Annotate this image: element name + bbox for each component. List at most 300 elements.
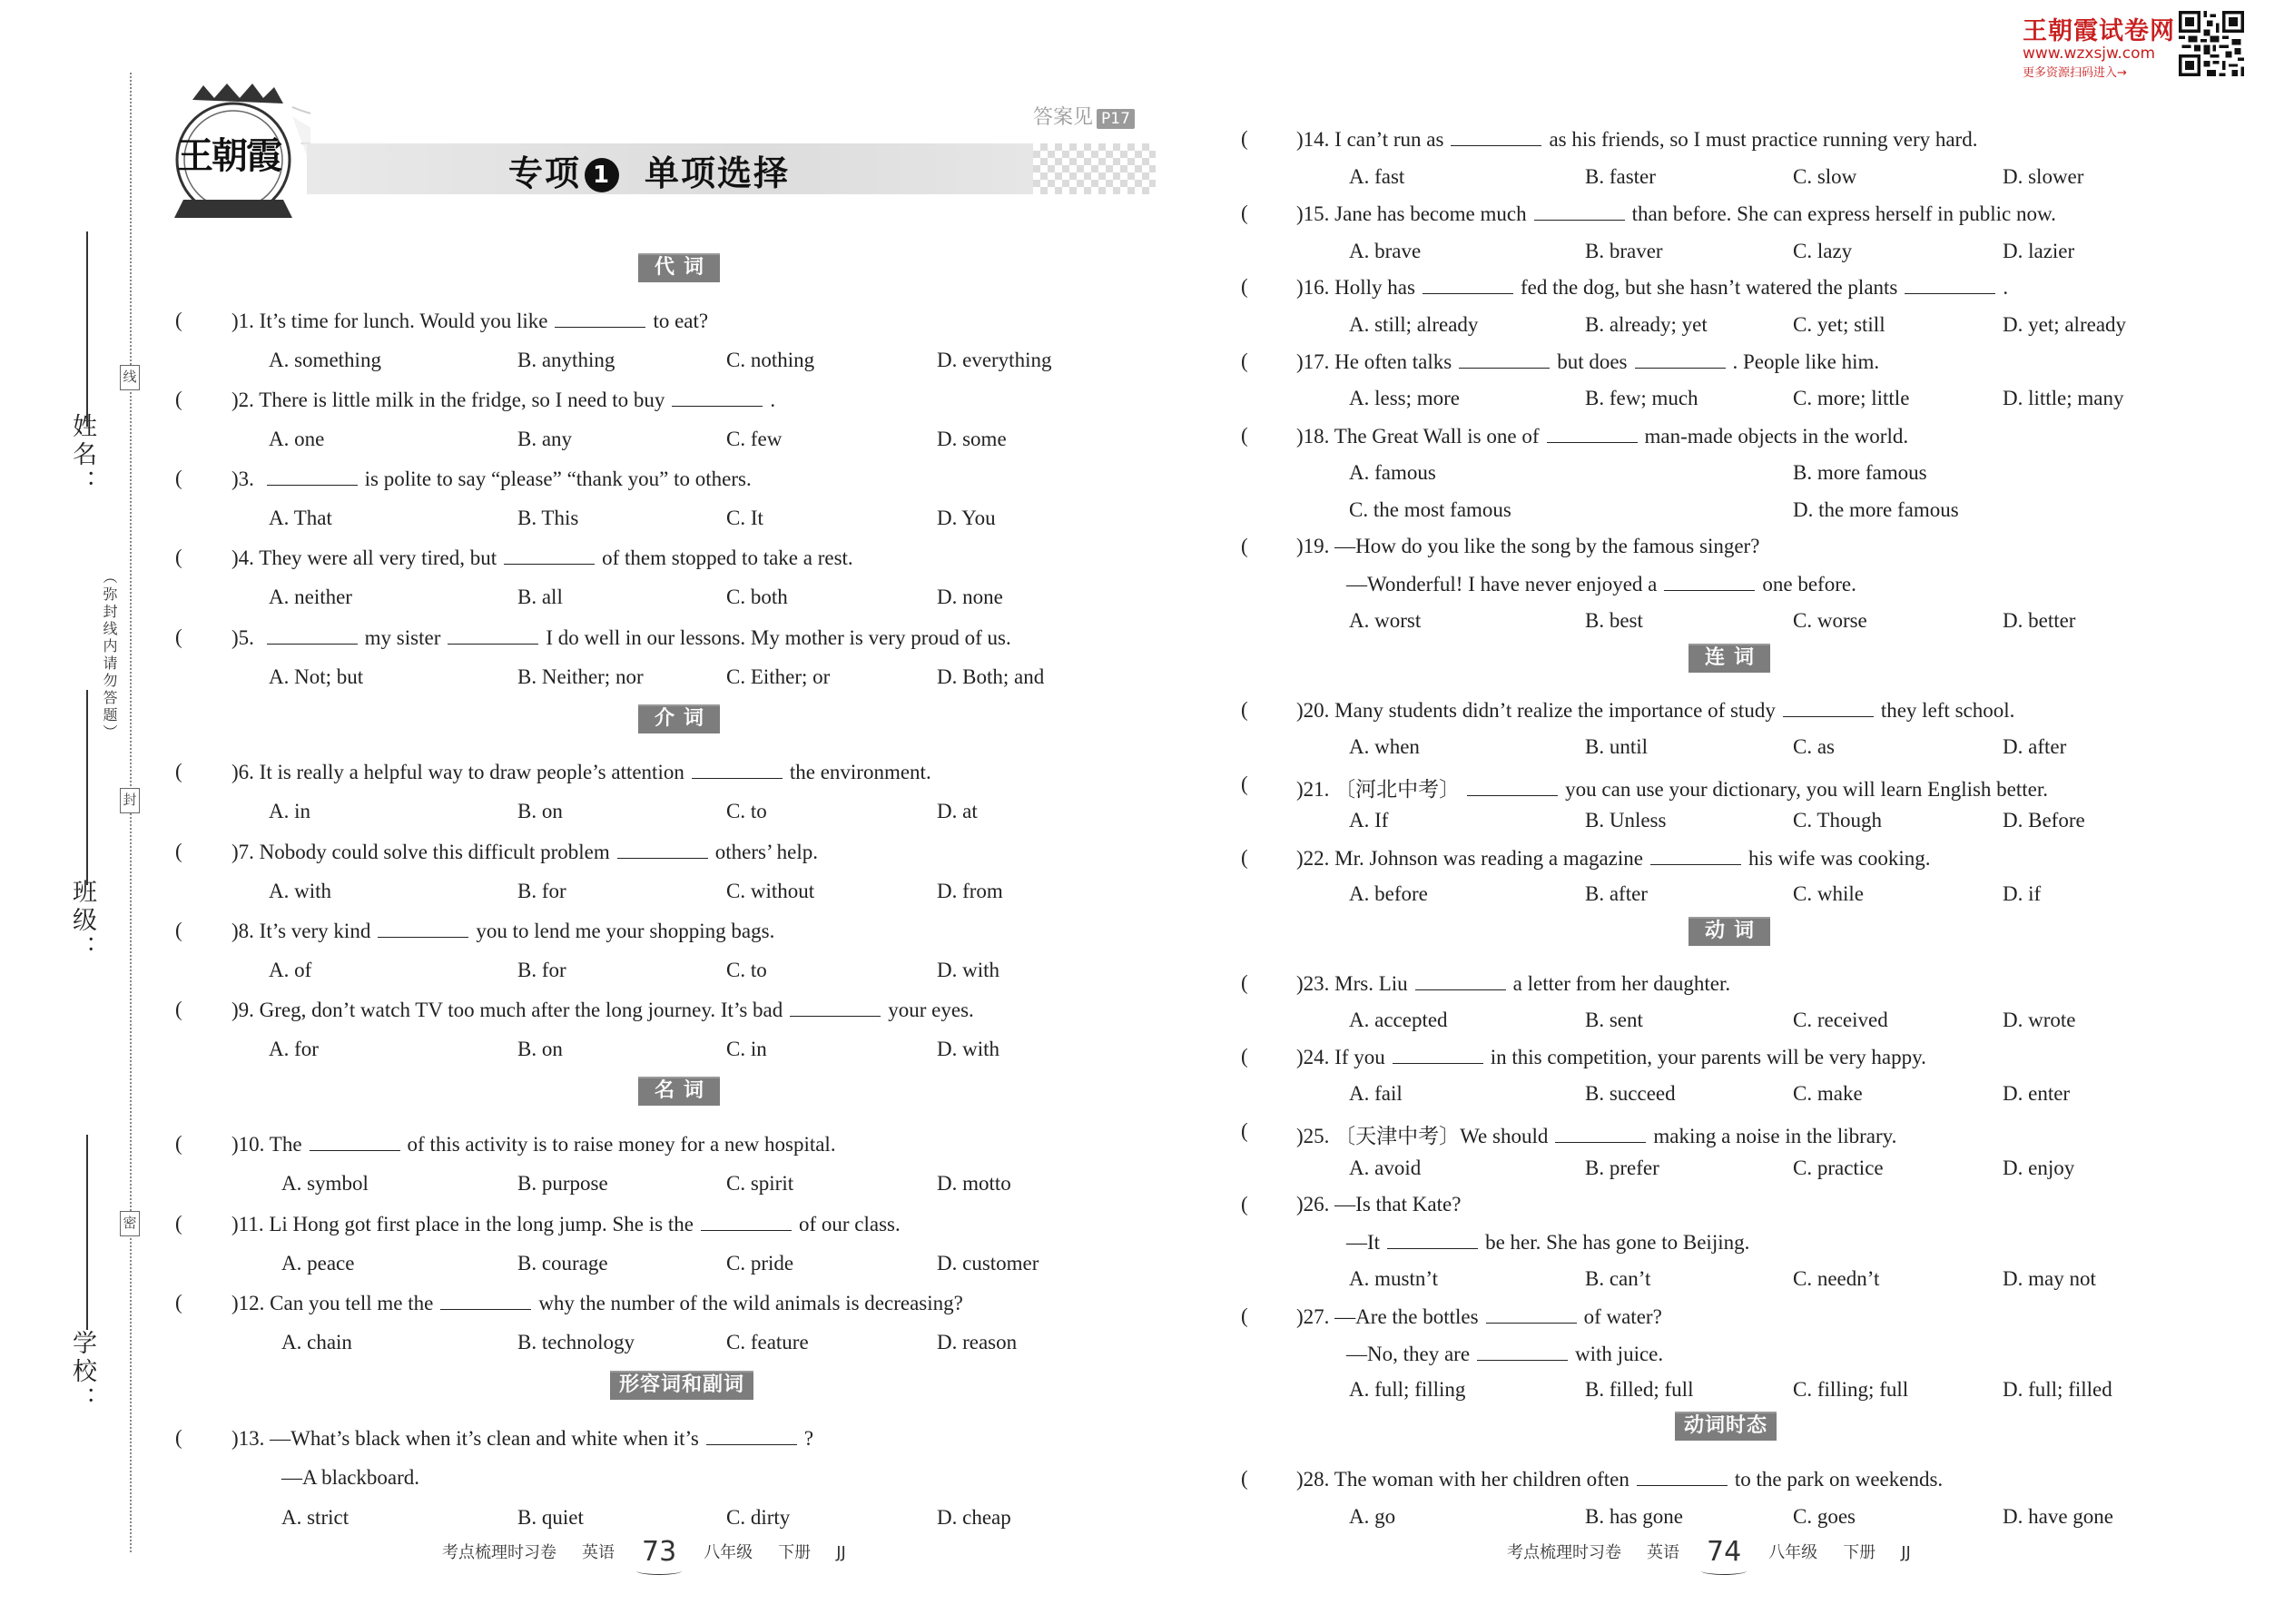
option-b[interactable]: B. technology	[517, 1331, 635, 1353]
answer-paren[interactable]: (	[175, 1132, 182, 1155]
option-b[interactable]: B. best	[1585, 609, 1643, 632]
question-dot: .	[1324, 535, 1335, 557]
answer-paren[interactable]: (	[1241, 971, 1248, 994]
option-a[interactable]: A. when	[1349, 735, 1420, 758]
title-prefix: 专项	[508, 153, 582, 193]
option-d[interactable]: D. at	[937, 800, 978, 822]
question-stem: If you	[1334, 1046, 1385, 1068]
option-c[interactable]: C. more; little	[1793, 387, 1910, 409]
answer-paren[interactable]: (	[1241, 773, 1248, 795]
option-a[interactable]: A. famous	[1349, 461, 1436, 484]
answer-paren[interactable]: (	[1241, 1045, 1248, 1068]
section-header-tense: 动词时态	[1675, 1412, 1777, 1441]
question-dot: .	[259, 1133, 270, 1156]
question-paren-close: )	[231, 920, 239, 942]
question-dot: .	[1324, 128, 1335, 151]
question-paren-close: )	[1296, 1305, 1304, 1328]
option-b[interactable]: B. braver	[1585, 240, 1663, 262]
option-c[interactable]: C. spirit	[726, 1172, 794, 1195]
question-stem: The Great Wall is one of	[1334, 425, 1540, 448]
question-paren-close: )	[1296, 276, 1304, 299]
answer-paren[interactable]: (	[1241, 698, 1248, 721]
question-stem-end: others’ help.	[714, 841, 818, 863]
option-d[interactable]: D. have gone	[2003, 1505, 2113, 1528]
answer-blank[interactable]	[790, 998, 881, 1017]
question-number: 27	[1303, 1305, 1324, 1328]
question-stem: —What’s black when it’s clean and white when it’s	[270, 1427, 699, 1450]
question-number: 18	[1303, 425, 1324, 448]
answer-paren[interactable]: (	[175, 919, 182, 941]
answer-blank[interactable]	[1423, 275, 1513, 294]
answer-paren[interactable]: (	[175, 388, 182, 410]
question-text	[231, 546, 853, 570]
option-d[interactable]: D. none	[937, 586, 1003, 608]
answer-paren[interactable]: (	[175, 546, 182, 568]
brand-tagline: 更多资源扫码进入→	[2023, 66, 2127, 80]
question-number: 20	[1303, 699, 1324, 722]
question-text	[1296, 275, 2008, 300]
question-text	[231, 1212, 901, 1236]
answer-paren[interactable]: (	[175, 309, 182, 331]
school-field[interactable]	[86, 1135, 88, 1330]
option-d[interactable]: D. full; filled	[2003, 1378, 2112, 1401]
class-label: 班级：	[69, 879, 96, 963]
option-a[interactable]: A. worst	[1349, 609, 1422, 632]
option-c[interactable]: C. It	[726, 507, 763, 529]
question-text	[1296, 846, 1931, 871]
answer-blank[interactable]	[1783, 698, 1874, 717]
option-d[interactable]: D. little; many	[2003, 387, 2124, 409]
option-a[interactable]: A. brave	[1349, 240, 1422, 262]
dialogue-line: —Wonderful! I have never enjoyed a	[1346, 573, 1658, 595]
option-b[interactable]: B. prefer	[1585, 1156, 1659, 1179]
option-b[interactable]: B. can’t	[1585, 1267, 1651, 1290]
option-d[interactable]: D. Both; and	[937, 665, 1045, 688]
answer-blank[interactable]	[1664, 572, 1755, 591]
option-b[interactable]: B. faster	[1585, 165, 1656, 188]
option-c[interactable]: C. while	[1793, 882, 1864, 905]
question-dot: .	[259, 1427, 271, 1450]
question-number: 25	[1303, 1125, 1324, 1147]
question-paren-close: )	[1296, 535, 1304, 557]
class-field[interactable]	[86, 690, 88, 885]
option-b[interactable]: B. all	[517, 586, 563, 608]
option-d[interactable]: D. motto	[937, 1172, 1011, 1195]
option-c[interactable]: C. received	[1793, 1009, 1888, 1031]
option-a[interactable]: A. fail	[1349, 1082, 1403, 1105]
answer-blank[interactable]	[378, 919, 468, 938]
answer-blank[interactable]	[1393, 1045, 1483, 1064]
answer-paren[interactable]: (	[175, 1426, 182, 1449]
question-stem-end: you to lend me your shopping bags.	[476, 920, 775, 942]
answer-blank[interactable]	[310, 1132, 400, 1151]
option-c[interactable]: C. without	[726, 880, 815, 902]
option-c[interactable]: C. few	[726, 428, 783, 450]
question-number: 21	[1303, 778, 1324, 801]
option-d[interactable]: D. enter	[2003, 1082, 2071, 1105]
question-paren-close: )	[231, 1427, 239, 1450]
option-b[interactable]: B. has gone	[1585, 1505, 1683, 1528]
brand-block	[2023, 11, 2175, 80]
option-c[interactable]: C. lazy	[1793, 240, 1853, 262]
question-number: 24	[1303, 1046, 1324, 1068]
question-stem: We should	[1460, 1125, 1549, 1147]
option-d[interactable]: D. with	[937, 959, 999, 981]
question-dot: .	[1324, 1305, 1335, 1328]
option-a[interactable]: A. strict	[281, 1506, 350, 1529]
option-c[interactable]: C. make	[1793, 1082, 1863, 1105]
option-a[interactable]: A. chain	[281, 1331, 352, 1353]
answer-blank[interactable]	[1637, 1467, 1728, 1486]
answer-blank[interactable]	[692, 760, 783, 779]
option-d[interactable]: D. the more famous	[1793, 498, 1959, 521]
option-b[interactable]: B. more famous	[1793, 461, 1927, 484]
question-stem-end: .	[2003, 276, 2009, 299]
title-main: 单项选择	[645, 153, 791, 193]
answer-blank[interactable]	[1905, 275, 1995, 294]
question-number: 23	[1303, 972, 1324, 995]
answer-blank[interactable]	[555, 309, 645, 328]
exam-source-tag: 〔天津中考〕	[1334, 1125, 1461, 1147]
option-a[interactable]: A. less; more	[1349, 387, 1461, 409]
option-c[interactable]: C. nothing	[726, 349, 815, 371]
question-stem-end: his wife was cooking.	[1748, 847, 1931, 870]
answer-blank[interactable]	[504, 546, 595, 565]
question-text	[231, 467, 752, 491]
question-dot: .	[1324, 778, 1335, 801]
option-d[interactable]: D. if	[2003, 882, 2042, 905]
option-a[interactable]: A. fast	[1349, 165, 1405, 188]
question-number: 12	[238, 1292, 260, 1314]
section-header-noun: 名词	[638, 1077, 720, 1106]
option-b[interactable]: B. already; yet	[1585, 313, 1708, 336]
answer-blank[interactable]	[701, 1212, 792, 1231]
option-b[interactable]: B. anything	[517, 349, 615, 371]
question-number: 3	[238, 468, 250, 490]
option-c[interactable]: C. in	[726, 1038, 767, 1060]
question-text	[231, 919, 774, 943]
option-c[interactable]: C. pride	[726, 1252, 794, 1275]
answer-paren[interactable]: (	[175, 840, 182, 862]
answer-paren[interactable]: (	[1241, 127, 1248, 150]
question-stem: I can’t run as	[1334, 128, 1444, 151]
option-b[interactable]: B. for	[517, 959, 566, 981]
question-dot: .	[1324, 699, 1335, 722]
footer-edition: JJ	[1901, 1543, 1911, 1562]
option-a[interactable]: A. of	[269, 959, 312, 981]
question-stem-mid: fed the dog, but she hasn’t watered the plants	[1520, 276, 1898, 299]
answer-paren[interactable]: (	[1241, 349, 1248, 372]
answer-blank[interactable]	[267, 467, 358, 486]
option-c[interactable]: C. practice	[1793, 1156, 1884, 1179]
answer-blank[interactable]	[1451, 127, 1541, 146]
qr-code-icon[interactable]	[2179, 11, 2244, 76]
question-dot: .	[249, 310, 260, 332]
page-number-left: 73	[642, 1536, 677, 1568]
answer-paren[interactable]: (	[1241, 1193, 1248, 1216]
option-b[interactable]: B. few; much	[1585, 387, 1698, 409]
question-stem: —Are the bottles	[1334, 1305, 1479, 1328]
answer-page-tag: P17	[1097, 109, 1135, 129]
question-text	[1296, 424, 1908, 448]
option-d[interactable]: D. cheap	[937, 1506, 1011, 1529]
question-stem-end: your eyes.	[888, 999, 974, 1021]
question-dot: .	[1324, 1125, 1335, 1147]
question-stem: There is little milk in the fridge, so I need to buy	[259, 389, 665, 411]
option-b[interactable]: B. courage	[517, 1252, 608, 1275]
option-a[interactable]: A. one	[269, 428, 325, 450]
option-c[interactable]: C. both	[726, 586, 788, 608]
question-stem-end: they left school.	[1880, 699, 2015, 722]
section-header-adj-adv: 形容词和副词	[610, 1371, 753, 1400]
option-d[interactable]: D. from	[937, 880, 1003, 902]
answer-blank[interactable]	[1459, 349, 1550, 369]
option-c[interactable]: C. yet; still	[1793, 313, 1885, 336]
question-text	[231, 1426, 813, 1451]
option-d[interactable]: D. customer	[937, 1252, 1039, 1275]
footer-subject: 英语	[582, 1543, 615, 1562]
question-dot: .	[249, 468, 260, 490]
question-paren-close: )	[231, 761, 239, 783]
answer-paren[interactable]: (	[175, 1291, 182, 1314]
answer-paren[interactable]: (	[175, 625, 182, 648]
question-stem: It’s time for lunch. Would you like	[259, 310, 548, 332]
answer-blank[interactable]	[706, 1426, 797, 1445]
option-a[interactable]: A. before	[1349, 882, 1428, 905]
question-stem-end: as his friends, so I must practice running very hard.	[1549, 128, 1978, 151]
answer-blank[interactable]	[1650, 846, 1741, 865]
question-dot: .	[258, 1213, 270, 1235]
question-paren-close: )	[231, 999, 239, 1021]
question-stem: Many students didn’t realize the importance of study	[1334, 699, 1776, 722]
question-text	[231, 998, 974, 1022]
option-a[interactable]: A. with	[269, 880, 331, 902]
option-a[interactable]: A. avoid	[1349, 1156, 1422, 1179]
option-b[interactable]: B. sent	[1585, 1009, 1643, 1031]
question-number: 5	[238, 626, 250, 649]
answer-paren[interactable]: (	[175, 1212, 182, 1235]
brand-url: www.wzxsjw.com	[2023, 44, 2156, 63]
option-b[interactable]: B. filled; full	[1585, 1378, 1694, 1401]
option-a[interactable]: A. Not; but	[269, 665, 364, 688]
answer-blank[interactable]	[448, 625, 538, 645]
question-number: 14	[1303, 128, 1324, 151]
question-text-line2	[1346, 1230, 1749, 1255]
brand-name: 王朝霞试卷网	[2023, 17, 2175, 45]
option-d[interactable]: D. after	[2003, 735, 2067, 758]
answer-paren[interactable]: (	[175, 760, 182, 782]
option-d[interactable]: D. lazier	[2003, 240, 2075, 262]
question-dot: .	[1324, 847, 1335, 870]
answer-blank[interactable]	[1635, 349, 1726, 369]
question-number: 4	[238, 546, 250, 569]
option-b[interactable]: B. on	[517, 800, 563, 822]
option-a[interactable]: A. symbol	[281, 1172, 369, 1195]
footer-left	[442, 1536, 846, 1568]
question-number: 6	[238, 761, 250, 783]
question-stem-end: in this competition, your parents will be very happy.	[1490, 1046, 1926, 1068]
question-number: 19	[1303, 535, 1324, 557]
option-b[interactable]: B. Unless	[1585, 809, 1667, 832]
exam-source-tag: 〔河北中考〕	[1334, 778, 1461, 801]
option-a[interactable]: A. for	[269, 1038, 319, 1060]
name-field[interactable]	[86, 231, 88, 427]
answer-paren[interactable]: (	[1241, 202, 1248, 224]
answer-paren[interactable]: (	[1241, 846, 1248, 869]
question-stem: Mr. Johnson was reading a magazine	[1334, 847, 1643, 870]
option-c[interactable]: C. worse	[1793, 609, 1867, 632]
option-d[interactable]: D. yet; already	[2003, 313, 2127, 336]
option-b[interactable]: B. after	[1585, 882, 1648, 905]
option-b[interactable]: B. This	[517, 507, 579, 529]
option-a[interactable]: A. full; filling	[1349, 1378, 1466, 1401]
option-b[interactable]: B. until	[1585, 735, 1649, 758]
question-paren-close: )	[1296, 128, 1304, 151]
option-a[interactable]: A. If	[1349, 809, 1389, 832]
question-stem: The	[269, 1133, 302, 1156]
question-paren-close: )	[231, 841, 239, 863]
option-a[interactable]: A. still; already	[1349, 313, 1479, 336]
option-d[interactable]: D. some	[937, 428, 1007, 450]
option-a[interactable]: A. That	[269, 507, 332, 529]
dialogue-line-end: with juice.	[1575, 1343, 1664, 1365]
question-paren-close: )	[1296, 847, 1304, 870]
option-a[interactable]: A. accepted	[1349, 1009, 1448, 1031]
option-c[interactable]: C. Either; or	[726, 665, 831, 688]
question-dot: .	[249, 546, 260, 569]
option-c[interactable]: C. to	[726, 800, 767, 822]
question-number: 26	[1303, 1193, 1324, 1216]
option-b[interactable]: B. for	[517, 880, 566, 902]
option-d[interactable]: D. slower	[2003, 165, 2084, 188]
option-c[interactable]: C. filling; full	[1793, 1378, 1909, 1401]
option-c[interactable]: C. feature	[726, 1331, 809, 1353]
option-b[interactable]: B. Neither; nor	[517, 665, 644, 688]
answer-paren[interactable]: (	[1241, 1119, 1248, 1142]
question-stem: He often talks	[1334, 350, 1452, 373]
question-text	[231, 1291, 963, 1315]
section-header-conjunction: 连词	[1689, 644, 1770, 673]
answer-blank[interactable]	[1415, 971, 1506, 990]
option-c[interactable]: C. as	[1793, 735, 1835, 758]
school-label: 学校：	[69, 1330, 96, 1414]
footer-term: 下册	[1843, 1543, 1876, 1562]
answer-blank[interactable]	[1486, 1304, 1577, 1324]
question-text	[1296, 1467, 1943, 1491]
answer-paren[interactable]: (	[1241, 1304, 1248, 1327]
question-stem-end: man-made objects in the world.	[1644, 425, 1909, 448]
question-number: 8	[238, 920, 250, 942]
answer-blank[interactable]	[1477, 1342, 1568, 1361]
option-c[interactable]: C. slow	[1793, 165, 1857, 188]
title-number: 1	[585, 158, 619, 192]
answer-blank[interactable]	[267, 625, 358, 645]
option-d[interactable]: D. may not	[2003, 1267, 2096, 1290]
question-number: 13	[238, 1427, 260, 1450]
option-d[interactable]: D. everything	[937, 349, 1052, 371]
answer-paren[interactable]: (	[175, 998, 182, 1020]
dialogue-line: —No, they are	[1346, 1343, 1471, 1365]
question-paren-close: )	[1296, 1468, 1304, 1491]
answer-blank[interactable]	[1467, 777, 1558, 796]
option-c[interactable]: C. the most famous	[1349, 498, 1511, 521]
option-d[interactable]: D. reason	[937, 1331, 1018, 1353]
question-stem: Nobody could solve this difficult problem	[259, 841, 610, 863]
footer-term: 下册	[778, 1543, 812, 1562]
question-text	[1296, 971, 1730, 996]
page-title	[508, 145, 790, 195]
option-b[interactable]: B. any	[517, 428, 573, 450]
answer-paren[interactable]: (	[1241, 535, 1248, 557]
answer-paren[interactable]: (	[1241, 1467, 1248, 1490]
question-paren-close: )	[1296, 1125, 1304, 1147]
option-a[interactable]: A. in	[269, 800, 310, 822]
option-c[interactable]: C. Though	[1793, 809, 1882, 832]
option-d[interactable]: D. enjoy	[2003, 1156, 2075, 1179]
option-c[interactable]: C. dirty	[726, 1506, 791, 1529]
option-d[interactable]: D. with	[937, 1038, 999, 1060]
option-a[interactable]: A. neither	[269, 586, 352, 608]
option-b[interactable]: B. purpose	[517, 1172, 608, 1195]
option-b[interactable]: B. on	[517, 1038, 563, 1060]
question-text	[1296, 349, 1879, 374]
option-a[interactable]: A. mustn’t	[1349, 1267, 1438, 1290]
option-d[interactable]: D. better	[2003, 609, 2076, 632]
answer-reference	[1033, 102, 1135, 130]
option-c[interactable]: C. to	[726, 959, 767, 981]
question-stem-end: to eat?	[653, 310, 709, 332]
question-stem-mid: my sister	[364, 626, 441, 649]
question-paren-close: )	[231, 626, 239, 649]
option-a[interactable]: A. peace	[281, 1252, 355, 1275]
question-stem-end: I do well in our lessons. My mother is very proud of us.	[546, 626, 1011, 649]
answer-paren[interactable]: (	[175, 467, 182, 489]
question-text	[1296, 773, 2048, 802]
option-b[interactable]: B. quiet	[517, 1506, 584, 1529]
answer-blank[interactable]	[1387, 1230, 1478, 1249]
option-d[interactable]: D. wrote	[2003, 1009, 2076, 1031]
footer-subject: 英语	[1647, 1543, 1679, 1562]
question-stem-end: the environment.	[789, 761, 931, 783]
question-number: 17	[1303, 350, 1324, 373]
question-number: 16	[1303, 276, 1324, 299]
option-c[interactable]: C. needn’t	[1793, 1267, 1880, 1290]
answer-blank[interactable]	[617, 840, 708, 859]
answer-blank[interactable]	[1555, 1124, 1646, 1143]
question-stem-end: . People like him.	[1732, 350, 1880, 373]
option-b[interactable]: B. succeed	[1585, 1082, 1676, 1105]
question-number: 28	[1303, 1468, 1324, 1491]
option-a[interactable]: A. something	[269, 349, 381, 371]
option-d[interactable]: D. Before	[2003, 809, 2085, 832]
answer-paren[interactable]: (	[1241, 275, 1248, 298]
answer-blank[interactable]	[1547, 424, 1638, 443]
answer-blank[interactable]	[1534, 202, 1625, 221]
question-stem-end: of this activity is to raise money for a new hospital.	[407, 1133, 836, 1156]
question-dot: .	[249, 999, 260, 1021]
question-text	[1296, 202, 2056, 226]
answer-paren[interactable]: (	[1241, 424, 1248, 447]
option-c[interactable]: C. goes	[1793, 1505, 1856, 1528]
option-d[interactable]: D. You	[937, 507, 996, 529]
answer-blank[interactable]	[440, 1291, 531, 1310]
answer-blank[interactable]	[672, 388, 763, 407]
option-a[interactable]: A. go	[1349, 1505, 1396, 1528]
question-stem-mid: but does	[1557, 350, 1628, 373]
question-number: 7	[238, 841, 250, 863]
question-stem-end: is polite to say “please” “thank you” to others.	[364, 468, 752, 490]
footer-right	[1507, 1536, 1911, 1568]
